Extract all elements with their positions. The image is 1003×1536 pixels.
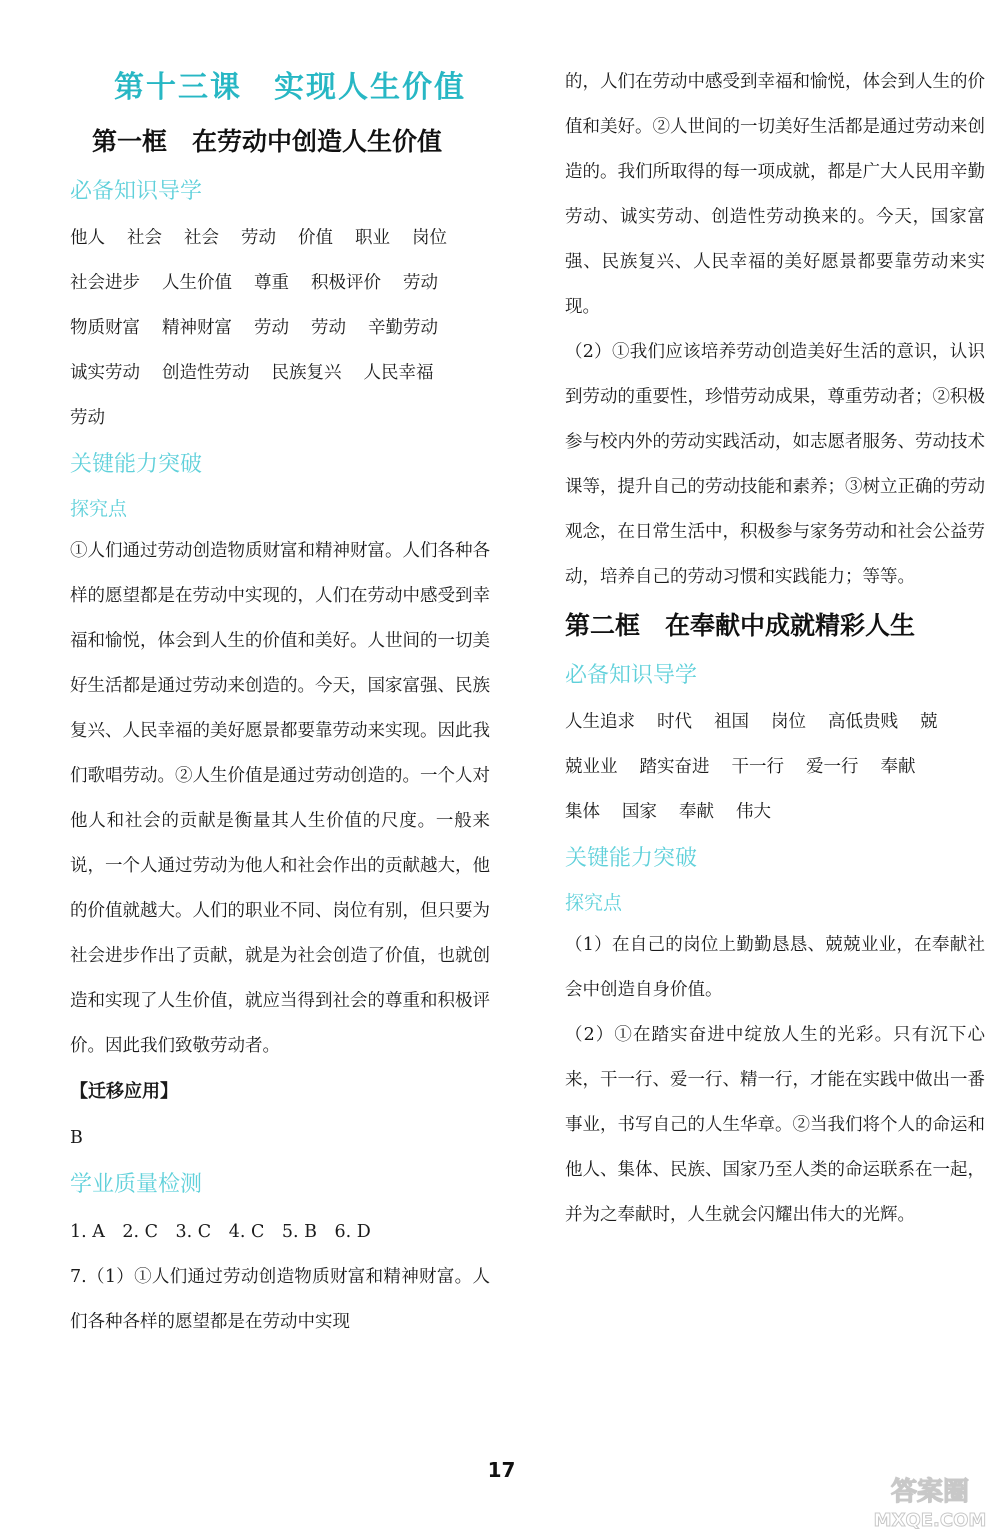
keyword: 社会 — [184, 228, 219, 248]
transfer-heading: 【迁移应用】 — [70, 1081, 178, 1102]
frame2-explore-heading: 探究点 — [565, 892, 623, 914]
keyword: 辛勤劳动 — [368, 318, 438, 338]
keyword-line — [565, 790, 985, 835]
keyword: 祖国 — [714, 712, 749, 732]
watermark-text: 答案圈 — [890, 1477, 970, 1507]
keyword: 人生追求 — [565, 712, 635, 732]
keyword: 劳动 — [311, 318, 346, 338]
keyword: 诚实劳动 — [70, 363, 140, 383]
keyword: 兢业业 — [565, 757, 618, 777]
frame1-title: 第一框 在劳动中创造人生价值 — [92, 127, 443, 156]
lesson-title: 第十三课 实现人生价值 — [114, 70, 466, 105]
keyword: 时代 — [657, 712, 692, 732]
keyword: 集体 — [565, 802, 600, 822]
keyword-line — [70, 396, 490, 441]
frame1-ability-heading: 关键能力突破 — [70, 452, 203, 477]
keyword: 社会 — [127, 228, 162, 248]
keyword: 积极评价 — [311, 273, 381, 293]
keyword: 干一行 — [731, 757, 784, 777]
frame2-title: 第二框 在奉献中成就精彩人生 — [565, 611, 916, 640]
keyword: 岗位 — [412, 228, 447, 248]
keyword: 人生价值 — [162, 273, 232, 293]
quality-heading: 学业质量检测 — [70, 1172, 203, 1197]
keyword: 踏实奋进 — [639, 757, 710, 777]
right-column — [565, 60, 985, 1238]
frame2-knowledge-heading: 必备知识导学 — [565, 663, 698, 688]
keyword: 高低贵贱 — [828, 712, 898, 732]
keyword: 创造性劳动 — [162, 363, 250, 383]
keyword-line — [70, 216, 490, 261]
keyword: 劳动 — [254, 318, 289, 338]
frame2-ability-heading: 关键能力突破 — [565, 846, 698, 871]
watermark-logo — [865, 1470, 995, 1532]
keyword: 精神财富 — [162, 318, 232, 338]
page-number: 17 — [487, 1458, 516, 1482]
keyword: 岗位 — [771, 712, 806, 732]
keyword: 爱一行 — [806, 757, 859, 777]
left-column — [70, 60, 490, 1345]
keyword: 国家 — [622, 802, 657, 822]
keyword-line — [70, 306, 490, 351]
keyword: 奉献 — [880, 757, 916, 777]
keyword: 伟大 — [736, 802, 771, 822]
keyword: 物质财富 — [70, 318, 140, 338]
keyword: 兢 — [920, 712, 938, 732]
q7-right-p1: 的，人们在劳动中感受到幸福和愉悦，体会到人生的价值和美好。②人世间的一切美好生活都是通过劳动来创造的。我们所取得的每一项成就，都是广大人民用辛勤劳动、诚实劳动、创造性劳动换来的。今天，国家富强、民族复兴、人民幸福的美好愿景都要靠劳动来实现。 — [565, 72, 985, 317]
keyword: 尊重 — [254, 273, 289, 293]
q7-part1: 7.（1）①人们通过劳动创造物质财富和精神财富。人们各种各样的愿望都是在劳动中实现 — [70, 1267, 490, 1332]
transfer-answer: B — [70, 1128, 83, 1148]
frame1-explore-heading: 探究点 — [70, 498, 128, 520]
frame2-keywords — [565, 700, 985, 835]
keyword: 奉献 — [679, 802, 714, 822]
keyword: 社会进步 — [70, 273, 140, 293]
keyword: 劳动 — [241, 228, 276, 248]
frame2-answer2: （2）①在踏实奋进中绽放人生的光彩。只有沉下心来，干一行、爱一行、精一行，才能在实践中做出一番事业，书写自己的人生华章。②当我们将个人的命运和他人、集体、民族、国家乃至人类的命运联系在一起，并为之奉献时，人生就会闪耀出伟大的光辉。 — [565, 1025, 985, 1225]
keyword-line — [565, 745, 985, 790]
q7-right-p2: （2）①我们应该培养劳动创造美好生活的意识，认识到劳动的重要性，珍惜劳动成果，尊重劳动者；②积极参与校内外的劳动实践活动，如志愿者服务、劳动技术课等，提升自己的劳动技能和素养；③树立正确的劳动观念，在日常生活中，积极参与家务劳动和社会公益劳动，培养自己的劳动习惯和实践能力；等等。 — [565, 342, 985, 587]
keyword: 他人 — [70, 228, 105, 248]
frame1-explore-text: ①人们通过劳动创造物质财富和精神财富。人们各种各样的愿望都是在劳动中实现的，人们在劳动中感受到幸福和愉悦，体会到人生的价值和美好。人世间的一切美好生活都是通过劳动来创造的。今天，国家富强、民族复兴、人民幸福的美好愿景都要靠劳动来实现。因此我们歌唱劳动。②人生价值是通过劳动创造的。一个人对他人和社会的贡献是衡量其人生价值的尺度。一般来说，一个人通过劳动为他人和社会作出的贡献越大，他的价值就越大。人们的职业不同、岗位有别，但只要为社会进步作出了贡献，就是为社会创造了价值，也就创造和实现了人生价值，就应当得到社会的尊重和积极评价。因此我们致敬劳动者。 — [70, 541, 490, 1056]
watermark-url: MXQE.COM — [873, 1510, 987, 1531]
frame2-answer1: （1）在自己的岗位上勤勤恳恳、兢兢业业，在奉献社会中创造自身价值。 — [565, 935, 985, 1000]
keyword: 价值 — [298, 228, 333, 248]
frame1-keywords — [70, 216, 490, 441]
keyword: 人民幸福 — [363, 363, 434, 383]
mc-answers: 1. A 2. C 3. C 4. C 5. B 6. D — [70, 1222, 371, 1242]
frame1-knowledge-heading: 必备知识导学 — [70, 179, 203, 204]
keyword-line — [565, 700, 985, 745]
keyword-line — [70, 261, 490, 306]
keyword-line — [70, 351, 490, 396]
keyword: 劳动 — [70, 408, 105, 428]
keyword: 劳动 — [403, 273, 438, 293]
keyword: 职业 — [355, 228, 390, 248]
keyword: 民族复兴 — [271, 363, 342, 383]
